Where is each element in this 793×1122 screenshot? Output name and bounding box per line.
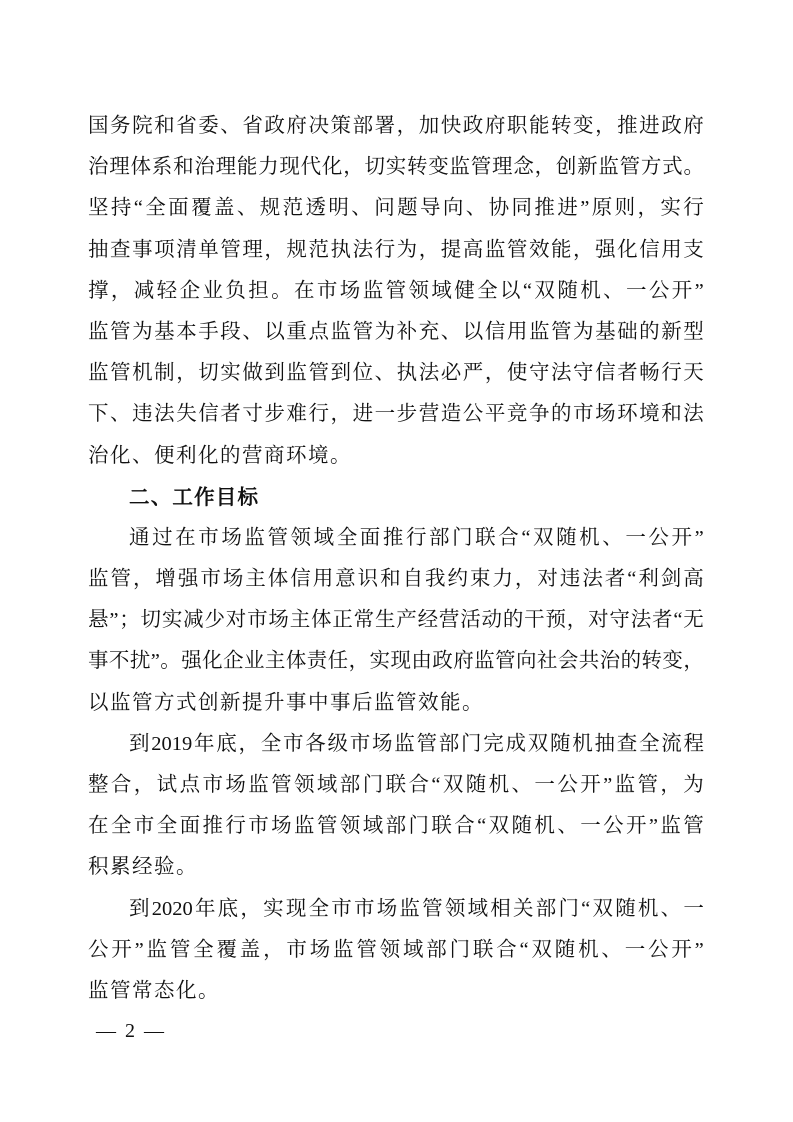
text-line: 抽 查 事 项 清 单 管 理 ， 规 范 执 法 行 为 ， 提 高 监 管 效 能 ， 强 化 信 用 支 — [88, 238, 704, 261]
section-heading: 二、工作目标 — [129, 485, 260, 509]
text-line: 坚 持 “ 全 面 覆 盖 、 规 范 透 明 、 问 题 导 向 、 协 同 推 进 ” 原 则 ， 实 行 — [88, 197, 704, 220]
text-line: 在 全 市 全 面 推 行 市 场 监 管 领 域 部 门 联 合 “ 双 随 机 、 一 公 开 ” 监 管 — [88, 815, 704, 838]
text-line: 公 开 ” 监 管 全 覆 盖 ， 市 场 监 管 领 域 部 门 联 合 “ 双 随 机 、 一 公 开 ” — [88, 938, 704, 961]
text-line: 通 过 在 市 场 监 管 领 域 全 面 推 行 部 门 联 合 “ 双 随 机 、 一 公 开 ” — [129, 526, 704, 549]
text-line: 监 管 为 基 本 手 段 、 以 重 点 监 管 为 补 充 、 以 信 用 监 管 为 基 础 的 新 型 — [88, 320, 704, 343]
text-line: 监 管 ， 增 强 市 场 主 体 信 用 意 识 和 自 我 约 束 力 ， 对 违 法 者 “ 利 剑 高 — [88, 568, 704, 591]
text-line: 撑 ， 减 轻 企 业 负 担 。 在 市 场 监 管 领 域 健 全 以 “ 双 随 机 、 一 公 开 ” — [88, 279, 704, 302]
text-line: 治化、便利化的营商环境。 — [88, 444, 352, 467]
document-content — [88, 106, 704, 1012]
text-line: 以监管方式创新提升事中事后监管效能。 — [88, 691, 484, 714]
text-line: 到 2019 年 底 ， 全 市 各 级 市 场 监 管 部 门 完 成 双 随 机 抽 查 全 流 程 — [129, 732, 704, 755]
text-line: 悬 ” ； 切 实 减 少 对 市 场 主 体 正 常 生 产 经 营 活 动 的 干 预 ， 对 守 法 者 “ 无 — [88, 609, 704, 632]
text-line: 国 务 院 和 省 委 、 省 政 府 决 策 部 署 ， 加 快 政 府 职 能 转 变 ， 推 进 政 府 — [88, 115, 704, 137]
page-number: — 2 — — [96, 1020, 166, 1042]
text-line: 监 管 机 制 ， 切 实 做 到 监 管 到 位 、 执 法 必 严 ， 使 守 法 守 信 者 畅 行 天 — [88, 362, 704, 385]
text-line: 到 2020 年 底 ， 实 现 全 市 市 场 监 管 领 域 相 关 部 门 “ 双 随 机 、 一 — [129, 897, 704, 920]
text-line: 整 合 ， 试 点 市 场 监 管 领 域 部 门 联 合 “ 双 随 机 、 一 公 开 ” 监 管 ， 为 — [88, 774, 704, 796]
text-line: 监管常态化。 — [88, 979, 220, 1002]
text-line: 下 、 违 法 失 信 者 寸 步 难 行 ， 进 一 步 营 造 公 平 竞 争 的 市 场 环 境 和 法 — [88, 403, 704, 426]
text-line: 积累经验。 — [88, 856, 198, 879]
text-line: 事 不 扰 ” 。 强 化 企 业 主 体 责 任 ， 实 现 由 政 府 监 管 向 社 会 共 治 的 转 变 ， — [88, 650, 704, 673]
text-line: 治 理 体 系 和 治 理 能 力 现 代 化 ， 切 实 转 变 监 管 理 念 ， 创 新 监 管 方 式 。 — [88, 156, 704, 179]
